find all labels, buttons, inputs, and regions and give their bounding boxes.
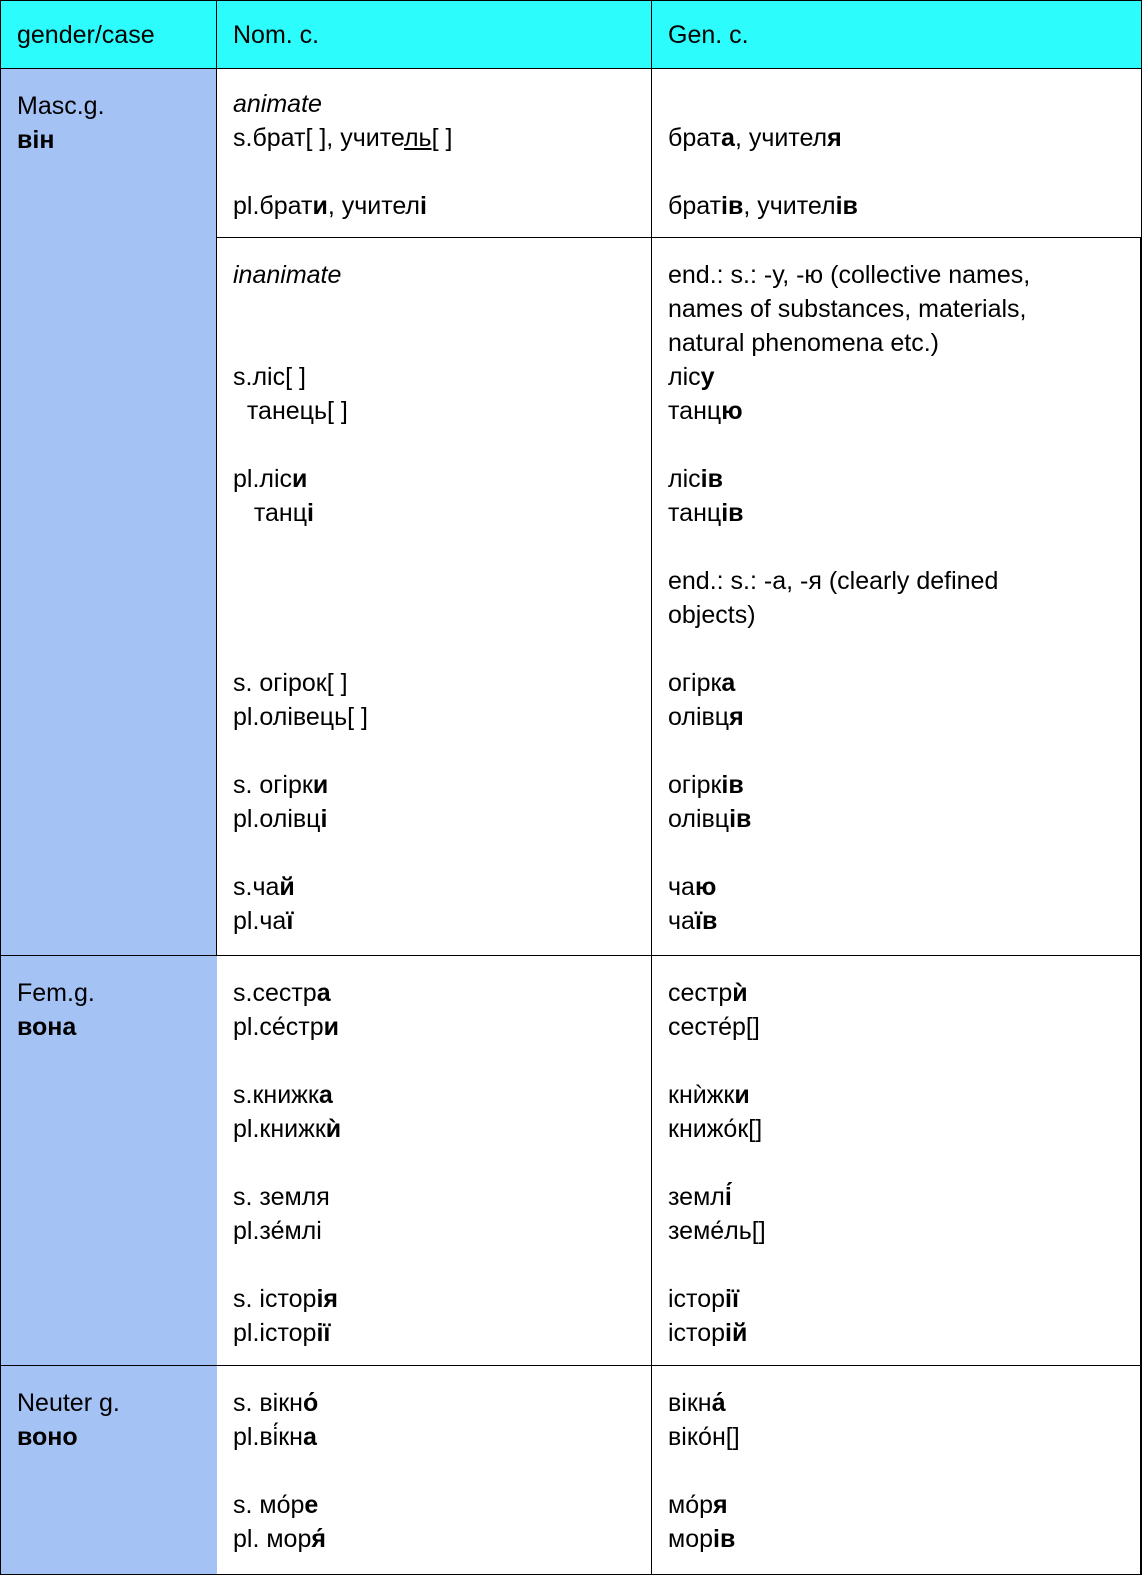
ending-bold: й [279,873,295,901]
ending-bold: а [721,124,735,152]
ending-bold: я [713,1491,728,1519]
ending-bold: ів [721,192,744,220]
stem-text: танц [233,499,308,527]
stem-text: істор [668,1285,726,1313]
gender-feminine [1,956,217,1366]
form-line [668,258,1124,292]
blank-line [668,1248,1124,1282]
stem-text: pl.зе́млі [233,1217,322,1245]
nominative-forms [233,1386,635,1556]
form-line [668,121,1125,155]
stem-text: s.книжк [233,1081,319,1109]
stem-text: pl. мор [233,1525,312,1553]
ending-bold: і [320,805,328,833]
genitive-forms [668,1386,1124,1556]
ending-bold: и [734,1081,750,1109]
form-line [233,496,635,530]
stem-text: objects) [668,601,756,629]
ending-bold: я́ [311,1525,326,1553]
stem-text: мор [668,1525,713,1553]
stem-text: істор [668,1319,726,1347]
form-line [668,496,1124,530]
form-line [668,870,1124,904]
header-gender-case [1,1,217,69]
blank-line [233,155,635,189]
ending-bold: ів [713,1525,736,1553]
form-line [668,1522,1124,1556]
blank-line [233,564,635,598]
form-line [668,292,1124,326]
form-line [668,976,1124,1010]
blank-line [668,632,1124,666]
stem-text: вікн [668,1389,712,1417]
ending-bold: і [420,192,427,220]
ending-bold: я [827,124,842,152]
stem-text: pl.олівець[ ] [233,703,368,731]
stem-text: брат [668,124,722,152]
genitive-forms [668,87,1125,223]
blank-line [233,1248,635,1282]
stem-text: книжо́к[] [668,1115,763,1143]
stem-text: [ ] [431,124,453,152]
blank-line [233,292,635,326]
ending-bold: ю [721,397,743,425]
header-genitive: Gen. c. [652,1,1141,69]
ending-bold: ів [700,465,723,493]
blank-line [233,836,635,870]
stem-text: , учител [327,192,421,220]
ending-bold: а [721,669,736,697]
genitive-forms [668,976,1124,1350]
form-line [668,1282,1124,1316]
header-label: gender/case [17,21,155,49]
blank-line [668,1454,1124,1488]
stem-text: брат [668,192,722,220]
ending-bold: я [729,703,744,731]
ending-bold: а [318,1081,333,1109]
blank-line [233,734,635,768]
form-line [233,1078,635,1112]
stem-text: s. огірок[ ] [233,669,348,697]
stem-text: танц [668,397,722,425]
ending-bold: а [316,979,331,1007]
form-line [668,1420,1124,1454]
form-line [668,1112,1124,1146]
stem-text: pl.ча [233,907,287,935]
blank-line [668,734,1124,768]
form-line [233,700,635,734]
form-line [668,189,1125,223]
stem-text: s.ча [233,873,280,901]
ending-underlined: ль [403,124,432,152]
ending-bold: ѝ [325,1115,342,1143]
ending-bold: ія [316,1285,338,1313]
form-line [668,1078,1124,1112]
stem-text: ліс [668,363,701,391]
gender-pronoun: воно [17,1423,78,1451]
stem-text: танц [668,499,722,527]
blank-line [233,428,635,462]
form-line [233,1010,635,1044]
blank-line [668,87,1125,121]
stem-text: ліс [668,465,701,493]
ending-bold: о́ [302,1389,319,1417]
stem-text: s.брат[ ], учите [233,124,404,152]
ending-bold: ів [721,771,744,799]
form-line [668,564,1124,598]
stem-text: names of substances, materials, [668,295,1027,323]
stem-text: pl.се́стр [233,1013,324,1041]
blank-line [233,530,635,564]
form-line [668,1180,1124,1214]
ending-bold: їв [694,907,718,935]
blank-line [668,1044,1124,1078]
stem-text: ча [668,873,695,901]
nominative-forms [233,121,635,223]
form-line [233,1112,635,1146]
masc-inanimate-genitive [652,238,1141,956]
stem-text: огірк [668,669,722,697]
fem-nominative [217,956,652,1366]
blank-line [233,632,635,666]
ending-bold: а [302,1423,317,1451]
animate-title: animate [233,90,322,118]
gender-label: Fem.g. [17,979,95,1007]
form-line [668,1386,1124,1420]
ending-bold: ѝ [732,979,748,1007]
stem-text: end.: s.: -у, -ю (collective names, [668,261,1031,289]
nominative-forms [233,976,635,1350]
form-line [668,666,1124,700]
form-line [668,1214,1124,1248]
stem-text: мо́р [668,1491,713,1519]
ending-bold: ії [316,1319,331,1347]
stem-text: земл [668,1183,725,1211]
form-line [233,1214,635,1248]
form-line [233,1386,635,1420]
stem-text: сесте́р[] [668,1013,760,1041]
ending-bold: ів [721,499,744,527]
form-line [668,802,1124,836]
ending-bold: у [700,363,715,391]
stem-text: s. мо́р [233,1491,305,1519]
stem-text: natural phenomena etc.) [668,329,940,357]
stem-text: огірк [668,771,722,799]
form-line [233,870,635,904]
stem-text: s.сестр [233,979,317,1007]
fem-genitive [652,956,1141,1366]
blank-line [668,428,1124,462]
neut-genitive [652,1366,1141,1574]
genitive-forms [668,258,1124,938]
stem-text: pl.олівц [233,805,321,833]
form-line [668,326,1124,360]
ending-bold: а́ [711,1389,726,1417]
stem-text: , учител [743,192,836,220]
ending-bold: и [292,465,308,493]
form-line [233,904,635,938]
ending-bold: ю [694,873,717,901]
stem-text: pl.ві́кн [233,1423,303,1451]
form-line [233,802,635,836]
form-line [668,768,1124,802]
blank-line [233,598,635,632]
form-line [233,189,635,223]
form-line [668,598,1124,632]
masc-animate-nominative [217,69,652,238]
stem-text: s. земля [233,1183,330,1211]
stem-text: , учител [734,124,828,152]
stem-text: pl.брат [233,192,313,220]
form-line [233,1420,635,1454]
blank-line [668,836,1124,870]
blank-line [233,326,635,360]
blank-line [668,1146,1124,1180]
blank-line [233,1146,635,1180]
stem-text: олівц [668,805,730,833]
stem-text: pl.книжк [233,1115,326,1143]
form-line [233,666,635,700]
inanimate-title: inanimate [233,261,342,289]
form-line [668,1488,1124,1522]
ending-bold: и [312,192,328,220]
blank-line [668,155,1125,189]
stem-text: pl.ліс [233,465,293,493]
ending-bold: и [323,1013,340,1041]
stem-text: s. огірк [233,771,313,799]
masc-inanimate-nominative [217,238,652,956]
gender-neuter [1,1366,217,1574]
blank-line [233,1454,635,1488]
form-line [668,462,1124,496]
ending-bold: ії [725,1285,740,1313]
stem-text: земе́ль[] [668,1217,766,1245]
gender-label: Masc.g. [17,92,105,120]
ending-bold: ї [286,907,294,935]
masc-animate-genitive [652,69,1141,238]
ending-bold: и [312,771,329,799]
form-line [233,1522,635,1556]
stem-text: pl.істор [233,1319,317,1347]
ending-bold: ів [729,805,752,833]
form-line [668,1316,1124,1350]
stem-text: сестр [668,979,733,1007]
form-line [233,768,635,802]
form-line [233,1488,635,1522]
form-line [668,904,1124,938]
form-line [233,394,635,428]
ending-bold: ів [835,192,858,220]
stem-text: ча [668,907,695,935]
form-line [668,1010,1124,1044]
gender-pronoun: він [17,126,55,154]
form-line [233,1282,635,1316]
form-line [233,1316,635,1350]
gender-masculine [1,69,217,956]
stem-text: s. вікн [233,1389,303,1417]
ending-bold: і [307,499,314,527]
ending-bold: і́ [724,1183,732,1211]
stem-text: кнѝжк [668,1081,735,1109]
stem-text: віко́н[] [668,1423,740,1451]
blank-line [668,530,1124,564]
form-line [233,1180,635,1214]
form-line [233,360,635,394]
stem-text: олівц [668,703,730,731]
gender-pronoun: вона [17,1013,77,1041]
stem-text: танець[ ] [233,397,348,425]
ending-bold: е [304,1491,319,1519]
gender-label: Neuter g. [17,1389,120,1417]
form-line [668,360,1124,394]
stem-text: s.ліс[ ] [233,363,306,391]
blank-line [233,1044,635,1078]
form-line [668,394,1124,428]
stem-text: end.: s.: -а, -я (clearly defined [668,567,999,595]
neut-nominative [217,1366,652,1574]
ending-bold: ій [725,1319,748,1347]
nominative-forms [233,292,635,938]
stem-text: s. істор [233,1285,317,1313]
form-line [233,121,635,155]
form-line [233,462,635,496]
form-line [668,700,1124,734]
header-nominative: Nom. c. [217,1,652,69]
form-line [233,976,635,1010]
